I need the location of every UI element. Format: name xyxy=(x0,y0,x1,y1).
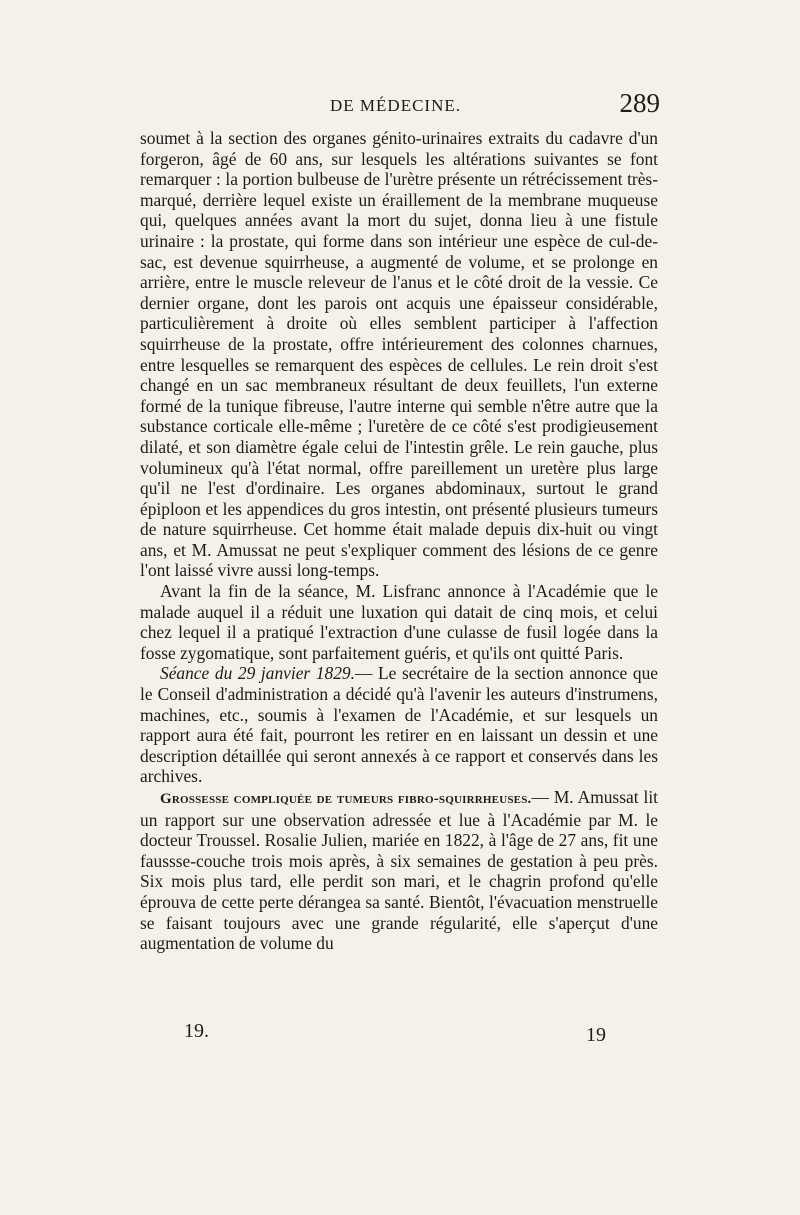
paragraph-text: soumet à la section des organes génito-urinaires extraits du cadavre d'un forgeron, âgé de 60 ans, sur lesquels les altérations suivantes se font remarquer : la portion bulbeuse de l'urètre présente un rétrécissement très-marqué, derrière lequel existe un éraillement de la membrane muqueuse qui, quelques années avant la mort du sujet, donna lieu à une fistule urinaire : la prostate, qui forme dans son intérieur une espèce de cul-de-sac, est devenue squirrheuse, a augmenté de volume, et se prolonge en arrière, entre le muscle releveur de l'anus et le côté droit de la vessie. Ce dernier organe, dont les parois ont acquis une épaisseur considérable, particulièrement à droite où elles semblent participer à l'affection squirrheuse de la prostate, offre intérieurement des colonnes charnues, entre lesquelles se remarquent des espèces de cellules. Le rein droit s'est changé en un sac membraneux résultant de deux feuillets, l'un externe formé de la tunique fibreuse, l'autre interne qui semble n'être autre que la substance corticale elle-même ; l'uretère de ce côté s'est prodigieusement dilaté, et son diamètre égale celui de l'intestin grêle. Le rein gauche, plus volumineux qu'à l'état normal, offre pareillement un uretère plus large qu'il ne l'est d'ordinaire. Les organes abdominaux, surtout le grand épiploon et les appendices du gros intestin, ont présenté plusieurs tumeurs de nature squirrheuse. Cet homme était malade depuis dix-huit ou vingt ans, et M. Amussat ne peut s'expliquer comment des lésions de ce genre l'ont laissé vivre aussi long-temps. xyxy=(140,128,658,581)
page-number: 289 xyxy=(619,88,660,118)
paragraph-text: Avant la fin de la séance, M. Lisfranc annonce à l'Académie que le malade auquel il a réduit une luxation qui datait de cinq mois, et celui chez lequel il a pratiqué l'extraction d'une culasse de fusil logée dans la fosse zygomatique, sont parfaitement guéris, et qu'ils ont quitté Paris. xyxy=(140,581,658,663)
signature-mark-right: 19 xyxy=(586,1024,606,1046)
paragraph-lisfranc xyxy=(140,581,658,663)
paragraph-seance xyxy=(140,663,658,787)
section-rubric: Grossesse compliquée de tumeurs fibro-squirrheuses. xyxy=(160,791,532,807)
signature-mark-left: 19. xyxy=(184,1020,209,1042)
page-footer xyxy=(140,1020,658,1050)
body-text xyxy=(140,128,658,954)
paragraph-grossesse xyxy=(140,787,658,954)
page-header xyxy=(140,88,660,124)
paragraph-text: — Le secrétaire de la section annonce que le Conseil d'administration a décidé qu'à l'avenir les auteurs d'instrumens, machines, etc., soumis à l'examen de l'Académie, et sur lesquels un rapport aura été fait, pourront les retirer en en laissant un dessin et une description détaillée qui seront annexés à ce rapport et conservés dans les archives. xyxy=(140,663,658,787)
seance-date: Séance du 29 janvier 1829. xyxy=(160,663,355,684)
paragraph-amussat-case xyxy=(140,128,658,581)
running-title: DE MÉDECINE. xyxy=(330,96,461,115)
paragraph-text: — M. Amussat lit un rapport sur une observation adressée et lue à l'Académie par M. le docteur Troussel. Rosalie Julien, mariée en 1822, à l'âge de 27 ans, fit une faussse-couche trois mois après, à six semaines de gestation à peu près. Six mois plus tard, elle perdit son mari, et le chagrin profond qu'elle éprouva de cette perte dérangea sa santé. Bientôt, l'évacuation menstruelle se faisant toujours avec une grande régularité, elle s'aperçut d'une augmentation de volume du xyxy=(140,787,658,954)
